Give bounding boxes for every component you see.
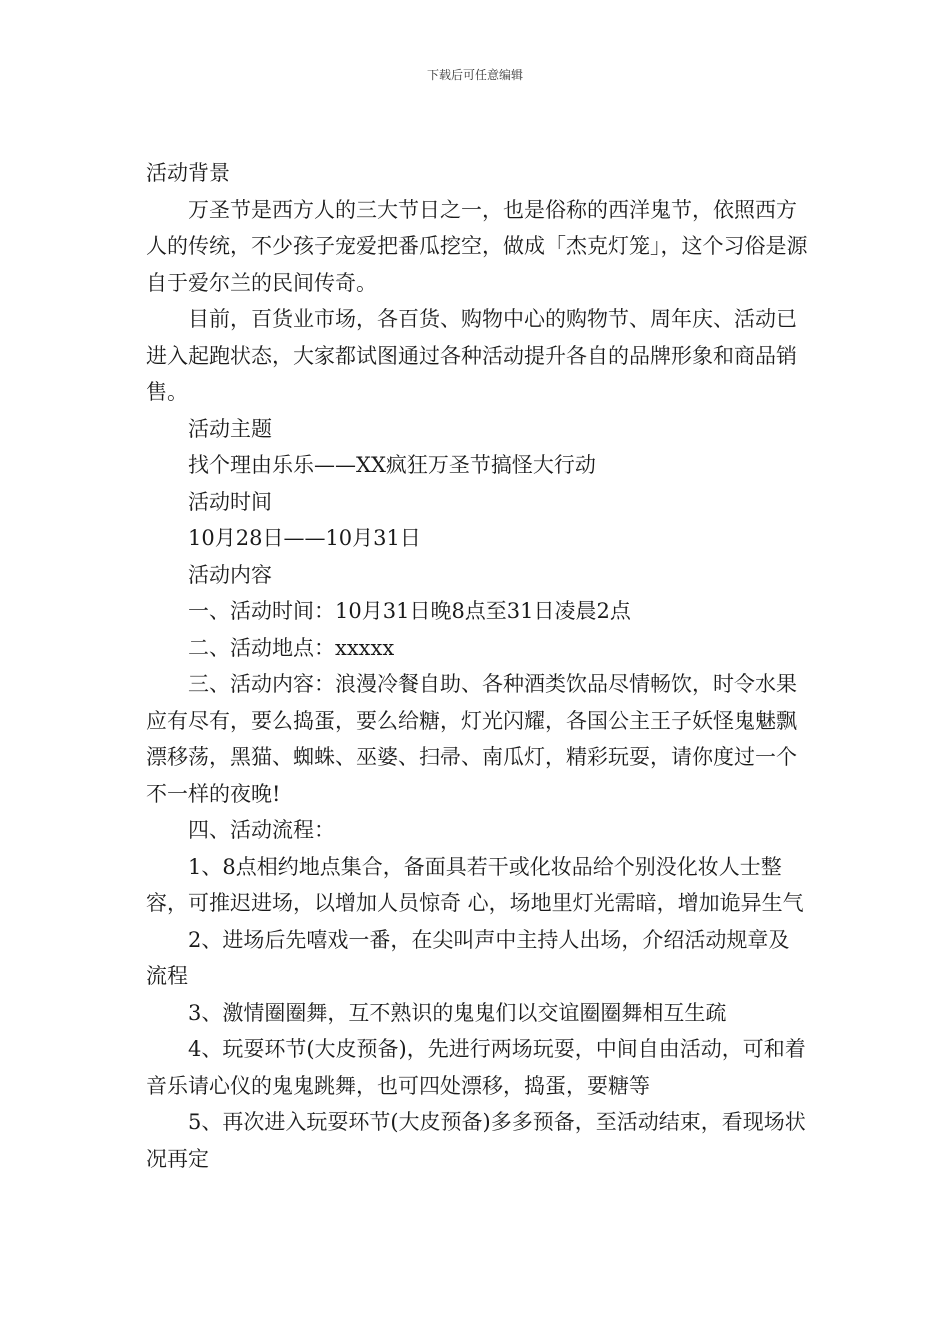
content-item-2: 二、活动地点：xxxxx [188,635,395,660]
process-step-5: 5、再次进入玩耍环节(大皮预备)多多预备，至活动结束，看现场状况再定 [146,1110,806,1171]
theme-text: 找个理由乐乐——XX疯狂万圣节搞怪大行动 [188,453,596,477]
background-paragraph-2: 目前，百货业市场，各百货、购物中心的购物节、周年庆、活动已进入起跑状态，大家都试图通过各种活动提升各自的品牌形象和商品销售。 [146,307,797,404]
process-step-2: 2、进场后先嘻戏一番，在尖叫声中主持人出场，介绍活动规章及流程 [146,927,790,988]
time-text: 10月28日——10月31日 [188,526,421,550]
content-item-3: 三、活动内容：浪漫冷餐自助、各种酒类饮品尽情畅饮，时令水果应有尽有，要么捣蛋，要么给糖，灯光闪耀，各国公主王子妖怪鬼魅飘漂移荡，黑猫、蜘蛛、巫婆、扫帚、南瓜灯，精彩玩耍，请你度过一个不一样的夜晚! [146,672,797,806]
process-step-4: 4、玩耍环节(大皮预备)，先进行两场玩耍，中间自由活动，可和着音乐请心仪的鬼鬼跳舞，也可四处漂移，捣蛋，要糖等 [146,1037,806,1098]
content-heading: 活动内容 [188,562,272,587]
document-body [146,155,810,1177]
background-paragraph-1: 万圣节是西方人的三大节日之一，也是俗称的西洋鬼节，依照西方人的传统，不少孩子宠爱把番瓜挖空，做成「杰克灯笼」，这个习俗是源自于爱尔兰的民间传奇。 [146,197,808,295]
process-step-1: 1、8点相约地点集合，备面具若干或化妆品给个别没化妆人士整容，可推迟进场，以增加人员惊奇 心，场地里灯光需暗，增加诡异生气 [146,854,804,915]
background-heading: 活动背景 [146,161,230,185]
time-heading: 活动时间 [188,489,272,514]
page-header: 下载后可任意编辑 [426,68,523,82]
content-item-4: 四、活动流程： [188,818,335,842]
process-step-3: 3、激情圈圈舞，互不熟识的鬼鬼们以交谊圈圈舞相互生疏 [188,1000,727,1025]
content-item-1: 一、活动时间：10月31日晚8点至31日凌晨2点 [188,599,631,623]
theme-heading: 活动主题 [188,416,272,441]
